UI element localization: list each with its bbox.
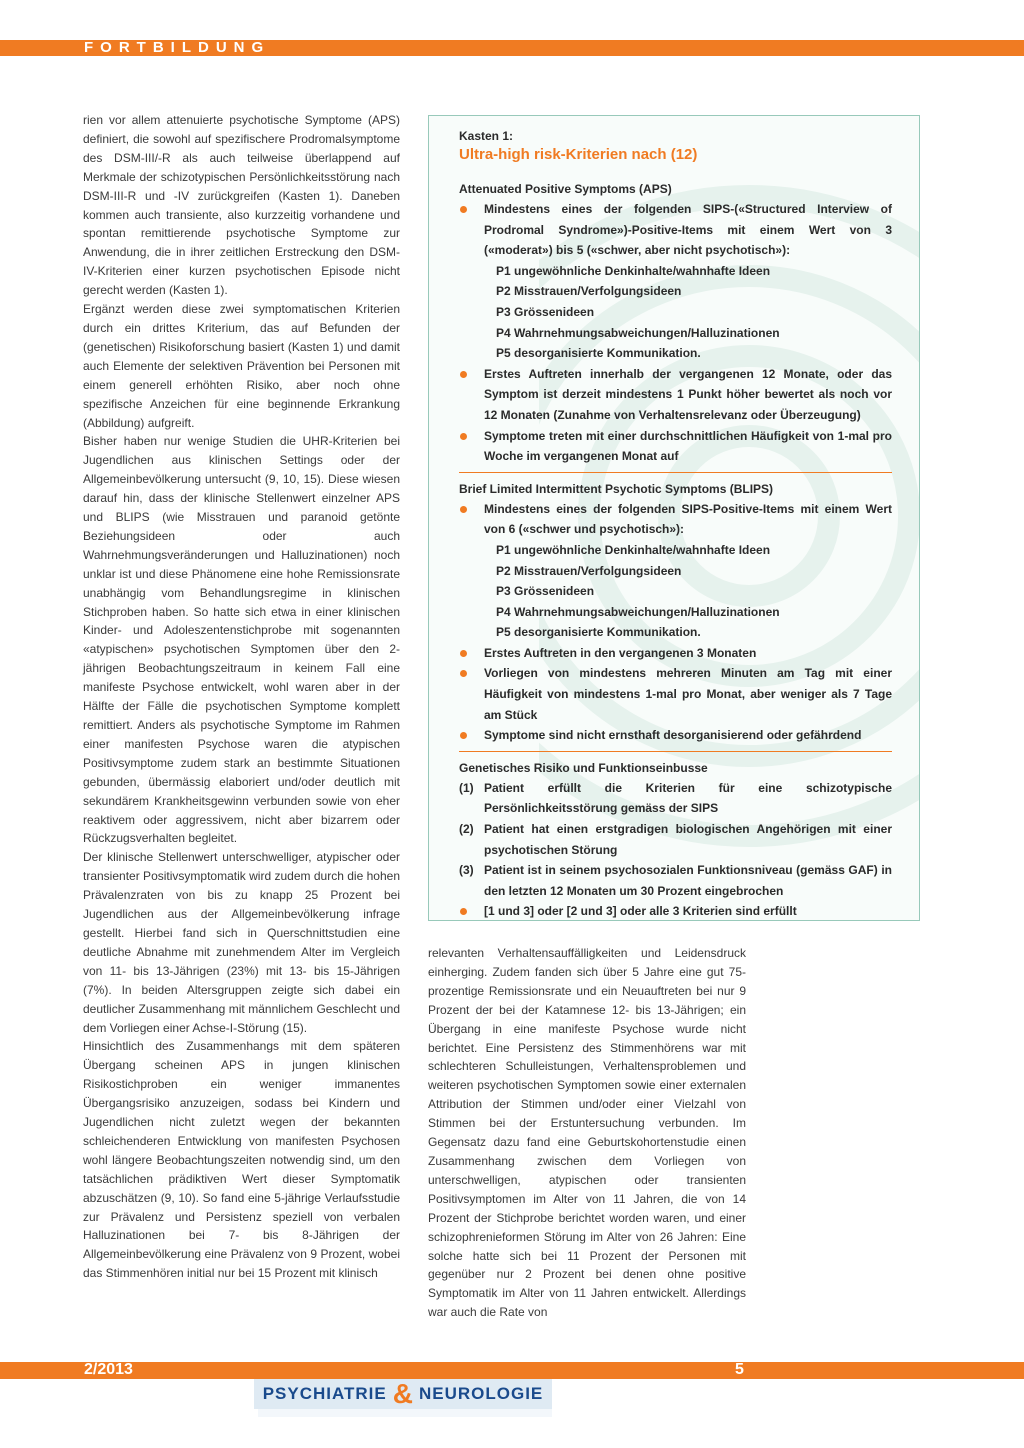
bullet-item: Symptome treten mit einer durchschnittlichen Häufigkeit von 1-mal pro Woche im vergangenen Monat auf <box>459 426 892 467</box>
sub-item: P5 desorganisierte Kommunikation. <box>496 625 701 640</box>
box-section-heading: Attenuated Positive Symptoms (APS) <box>459 182 672 196</box>
page-number: 5 <box>735 1361 744 1378</box>
sub-item: P3 Grössenideen <box>496 304 595 319</box>
sub-item: P2 Misstrauen/Verfolgungsideen <box>496 563 682 578</box>
sub-item: P1 ungewöhnliche Denkinhalte/wahnhafte Ideen <box>496 263 771 278</box>
journal-logo <box>254 1379 552 1409</box>
numbered-item: (3) Patient ist in seinem psychosozialen Funktionsniveau (gemäss GAF) in den letzten 12 Monaten um 30 Prozent eingebrochen <box>459 860 892 901</box>
bullet-item: Symptome sind nicht ernsthaft desorganisierend oder gefährdend <box>459 725 892 746</box>
logo-word-right: NEUROLOGIE <box>418 1384 544 1403</box>
sub-item: P5 desorganisierte Kommunikation. <box>496 346 701 361</box>
box-divider <box>459 751 892 752</box>
box-kicker: Kasten 1: <box>459 129 514 143</box>
text-column-right <box>428 944 746 1322</box>
bullet-item: Erstes Auftreten in den vergangenen 3 Monaten <box>459 643 892 664</box>
sub-item: P1 ungewöhnliche Denkinhalte/wahnhafte Ideen <box>496 542 771 557</box>
box-divider <box>459 472 892 473</box>
bullet-icon <box>460 650 467 657</box>
box-section-heading: Genetisches Risiko und Funktionseinbusse <box>459 760 708 775</box>
paragraph: Ergänzt werden diese zwei symptomatischen Kriterien durch ein drittes Kriterium, das auf Befunden der (genetischen) Risikoforschung basiert (Kasten 1) und damit auch Elemente der selektiven Prävention bei Personen mit einem generell erhöhten Risiko, aber noch ohne spezifische Anzeichen für eine beginnende Erkrankung (Abbildung) aufgreift. <box>83 302 400 430</box>
paragraph: Bisher haben nur wenige Studien die UHR-Kriterien bei Jugendlichen aus klinischen Settings oder der Allgemeinbevölkerung untersucht (9, 10, 15). Diese wiesen darauf hin, dass der klinische Stellenwert einzelner APS und BLIPS (wie Misstrauen und paranoid getönte Beziehungsideen oder auch Wahrnehmungsveränderungen und Halluzinationen) noch unklar ist und diese Phänomene eine hohe Remissionsrate unabhängig vom Behandlungsregime in klinischen Stichproben haben. So hatte sich etwa in einer klinischen Kinder- und Adoleszentenstichprobe mit sogenannten «atypischen» psychotischen Symptomen über den 2-jährigen Beobachtungszeitraum in keinem Fall eine manifeste Psychose entwickelt, wohl waren aber in der Hälfte der Fälle die psychotischen Symptome komplett remittiert. Anders als psychotische Symptome im Rahmen einer manifesten Psychose waren die atypischen Positivsymptome zudem stark an bestimmte Situationen gebunden, übermässig elaboriert und/oder deutlich mit sekundärem Krankheitsgewinn verbunden sowie von eher reaktivem oder aggressivem, nicht aber bizarrem oder Rückzugsverhalten begleitet. <box>83 434 400 846</box>
bullet-icon <box>460 206 467 213</box>
bullet-icon <box>460 371 467 378</box>
section-label: FORTBILDUNG <box>84 39 271 56</box>
box-title: Ultra-high risk-Kriterien nach (12) <box>459 146 698 163</box>
footer-bar <box>0 1362 1024 1379</box>
bullet-item: Mindestens eines der folgenden SIPS-(«Structured Interview of Prodromal Syndrome»)-Positive-Items mit einem Wert von 3 («moderat») bis 5 («schwer, aber nicht psychotisch»): <box>459 199 892 261</box>
numbered-item: (1) Patient erfüllt die Kriterien für eine schizotypische Persönlichkeitsstörung gemäss der SIPS <box>459 778 892 819</box>
box-section-heading: Brief Limited Intermittent Psychotic Symptoms (BLIPS) <box>459 481 774 496</box>
sub-item: P4 Wahrnehmungsabweichungen/Halluzinationen <box>496 604 780 619</box>
paragraph: relevanten Verhaltensauffälligkeiten und Leidensdruck einherging. Zudem fanden sich über 5 Jahre eine gut 75-prozentige Remissionsrate und ein Neuauftreten bei nur 9 Prozent der bei der Katamnese 12- bis 13-Jährigen; ein Übergang in eine manifeste Psychose wurde nicht berichtet. Eine Persistenz des Stimmenhörens war mit schlechteren Schulleistungen, Verhaltensproblemen und weiteren psychotischen Symptomen sowie einer externalen Attribution der Stimmen und/oder einer Vielzahl von Stimmen bei der Erstuntersuchung verbunden. Im Gegensatz dazu fand eine Geburtskohortenstudie einen Zusammenhang zwischen dem Vorliegen von unterschwelligen, atypischen oder transienten Positivsymptomen im Alter von 11 Jahren, die von 14 Prozent der Stichprobe berichtet worden waren, und einer schizophrenieformen Störung im Alter von 26 Jahren: Eine solche hatte sich bei 11 Prozent der Personen mit gegenüber nur 2 Prozent bei denen ohne positive Symptomatik im Alter von 11 Jahren entwickelt. Allerdings war auch die Rate von <box>428 946 746 1320</box>
bullet-item: Erstes Auftreten innerhalb der vergangenen 12 Monate, oder das Symptom ist derzeit mindestens 1 Punkt höher bewertet als noch vor 12 Monaten (Zunahme von Verhaltensrelevanz oder Überzeugung) <box>459 364 892 426</box>
item-number: (3) <box>459 863 474 878</box>
issue-number: 2/2013 <box>84 1361 133 1378</box>
item-number: (2) <box>459 822 474 837</box>
paragraph: Hinsichtlich des Zusammenhangs mit dem späteren Übergang scheinen APS in jungen klinischen Risikostichproben ein weniger immanentes Übergangsrisiko anzuzeigen, sodass bei Kindern und Jugendlichen nicht zuletzt wegen der bekannten schleichenderen Entwicklung von manifesten Psychosen wohl längere Beobachtungszeiten notwendig sind, um den tatsächlichen prädiktiven Wert dieser Symptomatik abzuschätzen (9, 10). So fand eine 5-jährige Verlaufsstudie zur Prävalenz und Persistenz speziell von verbalen Halluzinationen bei 7- bis 8-Jährigen der Allgemeinbevölkerung eine Prävalenz von 9 Prozent, wobei das Stimmenhören initial nur bei 15 Prozent mit klinisch <box>83 1039 400 1281</box>
paragraph: Der klinische Stellenwert unterschwelliger, atypischer oder transienter Positivsymptomatik wird zudem durch die hohen Prävalenzraten von bis zu knapp 25 Prozent bei Jugendlichen aus der Allgemeinbevölkerung infrage gestellt. Hierbei fand sich in Querschnittstudien eine deutliche Abnahme mit zunehmendem Alter im Vergleich von 11- bis 13-Jährigen (23%) mit 13- bis 15-Jährigen (7%). In beiden Altersgruppen zeigte sich dabei ein deutlicher Zusammenhang mit männlichem Geschlecht und dem Vorliegen einer Achse-I-Störung (15). <box>83 850 400 1035</box>
paragraph: rien vor allem attenuierte psychotische Symptome (APS) definiert, die sowohl auf spezifischere Prodromalsymptome des DSM-III/-R als auch teilweise überlappend auf Merkmale der schizotypischen Persönlichkeitsstörung nach DSM-III-R und -IV zurückgreifen (Kasten 1). Daneben kommen auch transiente, also kurzzeitig vorhandene und spontan remittierende psychotische Symptome zur Anwendung, die in ihrer zeitlichen Erstreckung den DSM-IV-Kriterien einer kurzen psychotischen Episode nicht gerecht werden (Kasten 1). <box>83 113 400 298</box>
brand-shadow <box>258 1409 552 1417</box>
bullet-item: Vorliegen von mindestens mehreren Minuten am Tag mit einer Häufigkeit von mindestens 1-mal pro Monat, aber weniger als 7 Tage am Stück <box>459 663 892 725</box>
sub-item: P4 Wahrnehmungsabweichungen/Halluzinationen <box>496 325 780 340</box>
logo-ampersand: & <box>392 1378 413 1409</box>
text-column-left <box>83 111 400 1283</box>
bullet-icon <box>460 732 467 739</box>
numbered-item: (2) Patient hat einen erstgradigen biologischen Angehörigen mit einer psychotischen Störung <box>459 819 892 860</box>
logo-word-left: PSYCHIATRIE <box>262 1384 387 1403</box>
sub-item: P2 Misstrauen/Verfolgungsideen <box>496 284 682 299</box>
sub-item: P3 Grössenideen <box>496 584 595 599</box>
bullet-item: [1 und 3] oder [2 und 3] oder alle 3 Kriterien sind erfüllt <box>459 901 892 921</box>
item-number: (1) <box>459 780 474 795</box>
bullet-icon <box>460 670 467 677</box>
bullet-item: Mindestens eines der folgenden SIPS-Positive-Items mit einem Wert von 6 («schwer und psychotisch»): <box>459 499 892 540</box>
bullet-icon <box>460 908 467 915</box>
bullet-icon <box>460 506 467 513</box>
info-box-kasten-1 <box>428 115 920 921</box>
bullet-icon <box>460 433 467 440</box>
